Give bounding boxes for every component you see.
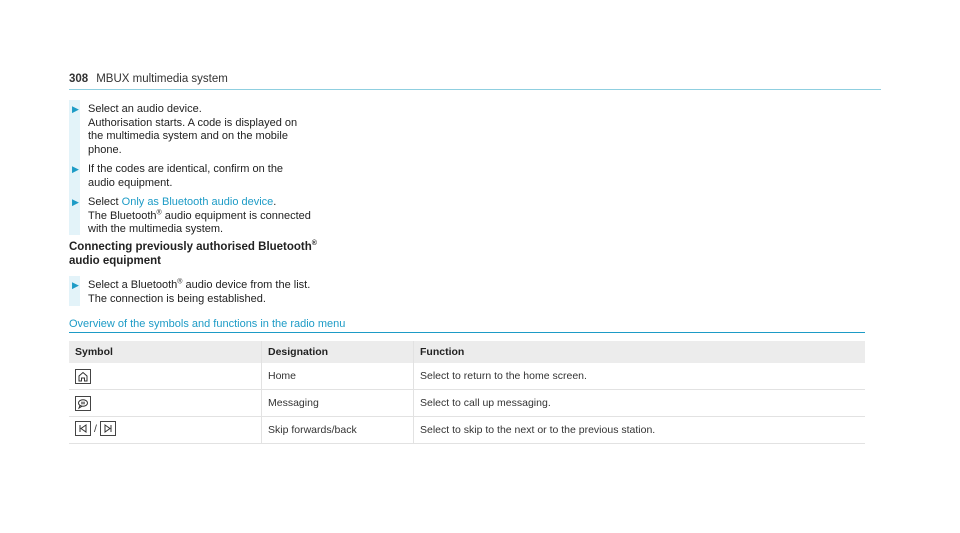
only-bluetooth-audio-link[interactable]: Only as Bluetooth audio device [121,196,274,208]
header-designation: Designation [262,341,414,363]
skip-back-icon [75,421,91,436]
symbol-cell [69,417,262,444]
page-header [69,73,228,85]
page-header-title: MBUX multimedia system [96,73,228,85]
subheading-line-2: audio equipment [69,254,161,267]
step-3-line-2: The Bluetooth® audio equipment is connected [88,208,311,222]
step-2-line-1: If the codes are identical, confirm on the [88,163,284,175]
function-cell: Select to return to the home screen. [414,363,866,390]
designation-cell: Home [262,363,414,390]
step-4-line-1: Select a Bluetooth® audio device from the list. [88,278,311,291]
function-cell: Select to skip to the next or to the previous station. [414,417,866,444]
step-arrow-icon: ▶ [72,104,79,114]
subheading-line-1: Connecting previously authorised Bluetooth® [69,240,317,253]
section-title: Overview of the symbols and functions in the radio menu [69,318,346,330]
symbol-cell [69,390,262,417]
step-3-line-1 [88,196,389,210]
step-arrow-icon: ▶ [72,197,79,207]
step-1-line-4: phone. [88,143,122,156]
step-4 [69,279,389,306]
symbol-cell [69,363,262,390]
function-cell: Select to call up messaging. [414,390,866,417]
subheading [69,241,317,268]
step-1-line-3: the multimedia system and on the mobile [88,130,288,142]
symbols-table [69,341,865,444]
step-1-line-1: Select an audio device. [88,103,202,115]
step-3-suffix: . [273,196,277,208]
table-row [69,417,865,444]
step-arrow-icon: ▶ [72,164,79,174]
home-icon [75,369,91,384]
page-number: 308 [69,73,89,85]
step-2 [69,163,389,190]
header-rule [69,89,881,90]
table-row [69,390,865,417]
step-4-line-2: The connection is being established. [88,292,266,305]
step-3 [69,196,389,237]
designation-cell: Messaging [262,390,414,417]
step-3-line-3: with the multimedia system. [88,223,224,235]
table-header-row [69,341,865,363]
step-1 [69,103,389,157]
section-rule [69,332,865,333]
table-row [69,363,865,390]
step-3-prefix: Select [88,196,122,208]
step-arrow-icon: ▶ [72,280,79,290]
message-icon [75,396,91,411]
skip-forward-icon [100,421,116,436]
header-symbol: Symbol [69,341,262,363]
step-1-line-2: Authorisation starts. A code is displayed on [88,116,298,129]
step-2-line-2: audio equipment. [88,176,173,189]
skip-separator: / [94,422,97,435]
header-function: Function [414,341,866,363]
designation-cell: Skip forwards/back [262,417,414,444]
